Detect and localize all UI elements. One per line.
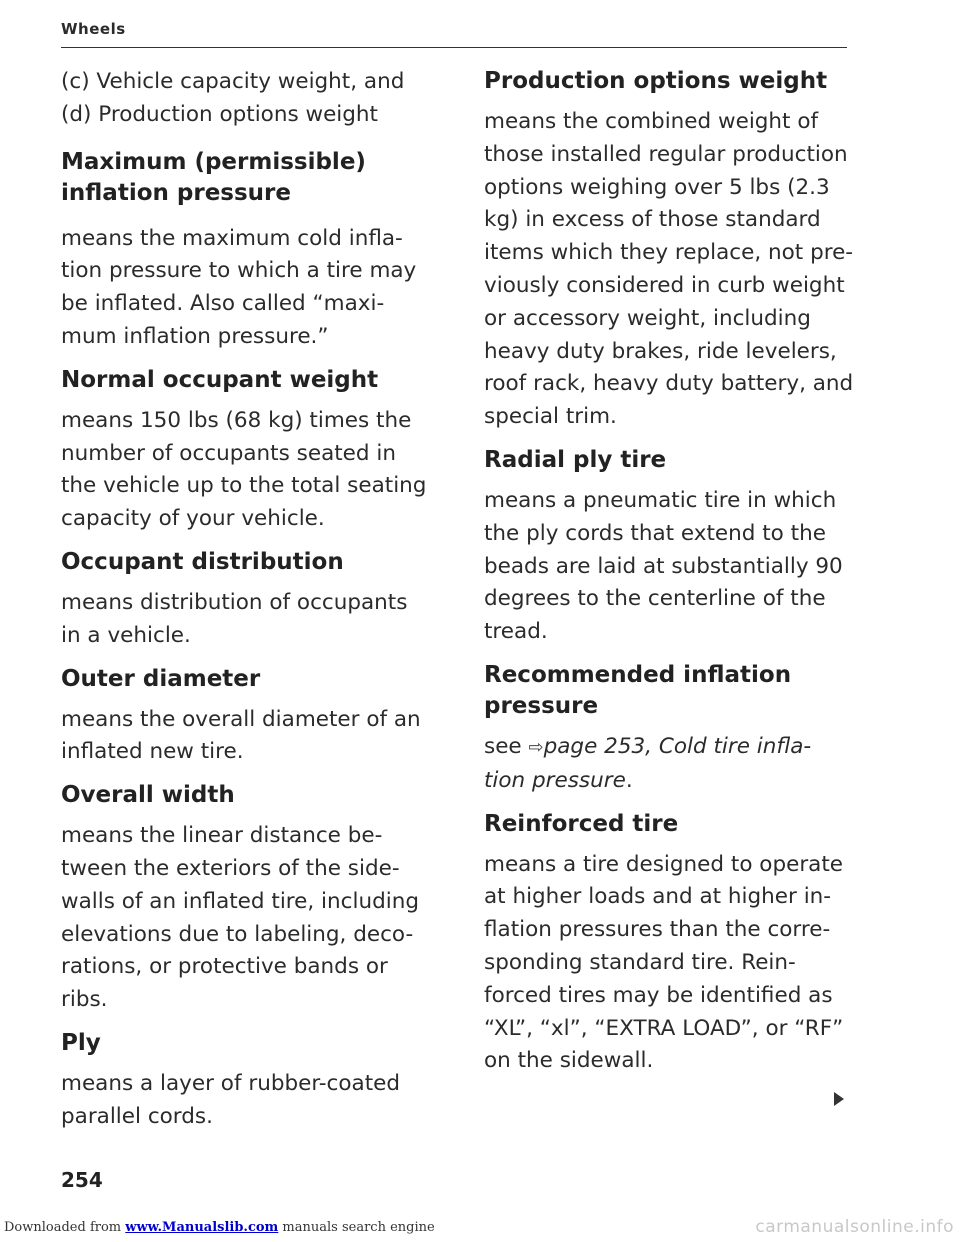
- header-divider: [61, 47, 847, 48]
- radial-ply-text: the ply cords that extend to the: [484, 520, 826, 546]
- production-options-text: heavy duty brakes, ride levelers,: [484, 338, 837, 364]
- production-options-text: or accessory weight, including: [484, 305, 811, 331]
- overall-width-text: rations, or protective bands or: [61, 954, 388, 980]
- heading-occupant-distribution: Occupant distribution: [61, 548, 344, 575]
- footer-prefix: Downloaded from: [4, 1220, 126, 1235]
- radial-ply-text: degrees to the centerline of the: [484, 586, 826, 612]
- right-column: [484, 66, 859, 1078]
- max-inflation-text: mum inflation pressure.”: [61, 323, 329, 349]
- radial-ply-text: tread.: [484, 619, 548, 645]
- overall-width-text: elevations due to labeling, deco-: [61, 921, 414, 947]
- reinforced-tire-text: on the sidewall.: [484, 1048, 654, 1074]
- ply-text: means a layer of rubber-coated: [61, 1070, 401, 1096]
- normal-occupant-text: means 150 lbs (68 kg) times the: [61, 407, 412, 433]
- heading-normal-occupant: Normal occupant weight: [61, 366, 379, 393]
- page-reference-link[interactable]: page 253, Cold tire infla-: [543, 733, 812, 759]
- production-options-text: options weighing over 5 lbs (2.3: [484, 174, 830, 200]
- heading-outer-diameter: Outer diameter: [61, 665, 261, 692]
- reference-arrow-icon: ⇨: [528, 736, 544, 758]
- left-column: [61, 66, 456, 1134]
- reinforced-tire-text: at higher loads and at higher in-: [484, 884, 832, 910]
- normal-occupant-text: capacity of your vehicle.: [61, 506, 325, 532]
- normal-occupant-text: number of occupants seated in: [61, 440, 396, 466]
- heading-overall-width: Overall width: [61, 782, 235, 809]
- download-footer: [4, 1220, 435, 1235]
- production-options-text: special trim.: [484, 404, 617, 430]
- heading-recommended-inflation-line1: Recommended inflation: [484, 661, 792, 688]
- heading-production-options: Production options weight: [484, 68, 828, 94]
- outer-diameter-text: means the overall diameter of an: [61, 706, 421, 732]
- heading-recommended-inflation-line2: pressure: [484, 692, 599, 719]
- reinforced-tire-text: flation pressures than the corre-: [484, 917, 831, 943]
- production-options-text: means the combined weight of: [484, 109, 819, 134]
- production-options-text: viously considered in curb weight: [484, 272, 845, 298]
- overall-width-text: ribs.: [61, 987, 108, 1013]
- heading-ply: Ply: [61, 1029, 101, 1056]
- heading-reinforced-tire: Reinforced tire: [484, 810, 679, 837]
- production-options-text: roof rack, heavy duty battery, and: [484, 371, 854, 397]
- overall-width-text: walls of an inflated tire, including: [61, 888, 419, 914]
- reinforced-tire-text: “XL”, “xl”, “EXTRA LOAD”, or “RF”: [484, 1015, 844, 1041]
- production-options-text: items which they replace, not pre-: [484, 240, 854, 266]
- max-inflation-text: be inflated. Also called “maxi-: [61, 291, 385, 317]
- page-number: 254: [61, 1168, 103, 1192]
- reference-period: .: [625, 767, 633, 793]
- watermark: carmanualsonline.info: [755, 1217, 954, 1237]
- radial-ply-text: beads are laid at substantially 90: [484, 553, 843, 579]
- radial-ply-text: means a pneumatic tire in which: [484, 487, 837, 513]
- footer-suffix: manuals search engine: [278, 1220, 435, 1235]
- manualslib-link[interactable]: www.Manualslib.com: [125, 1220, 279, 1235]
- recommended-inflation-text: [484, 731, 859, 765]
- intro-item-d: (d) Production options weight: [61, 101, 378, 127]
- occupant-distribution-text: in a vehicle.: [61, 622, 191, 648]
- overall-width-text: means the linear distance be-: [61, 823, 383, 849]
- max-inflation-text: tion pressure to which a tire may: [61, 258, 417, 284]
- recommended-inflation-text: [484, 765, 859, 798]
- overall-width-text: tween the exteriors of the side-: [61, 855, 400, 881]
- reinforced-tire-text: means a tire designed to operate: [484, 851, 844, 877]
- page-reference-link[interactable]: tion pressure: [484, 767, 626, 793]
- reinforced-tire-text: sponding standard tire. Rein-: [484, 949, 796, 975]
- heading-max-inflation-line1: Maximum (permissible): [61, 148, 366, 175]
- max-inflation-text: means the maximum cold infla-: [61, 225, 403, 251]
- production-options-text: kg) in excess of those standard: [484, 207, 821, 233]
- production-options-text: those installed regular production: [484, 141, 848, 167]
- continued-arrow-icon: [834, 1092, 844, 1106]
- section-header: Wheels: [61, 20, 126, 38]
- reinforced-tire-text: forced tires may be identified as: [484, 982, 833, 1008]
- normal-occupant-text: the vehicle up to the total seating: [61, 473, 427, 499]
- heading-max-inflation-line2: inflation pressure: [61, 179, 291, 206]
- outer-diameter-text: inflated new tire.: [61, 739, 244, 765]
- see-label: see: [484, 733, 522, 759]
- intro-item-c: (c) Vehicle capacity weight, and: [61, 69, 405, 94]
- heading-radial-ply: Radial ply tire: [484, 446, 667, 473]
- ply-text: parallel cords.: [61, 1103, 213, 1129]
- occupant-distribution-text: means distribution of occupants: [61, 589, 408, 615]
